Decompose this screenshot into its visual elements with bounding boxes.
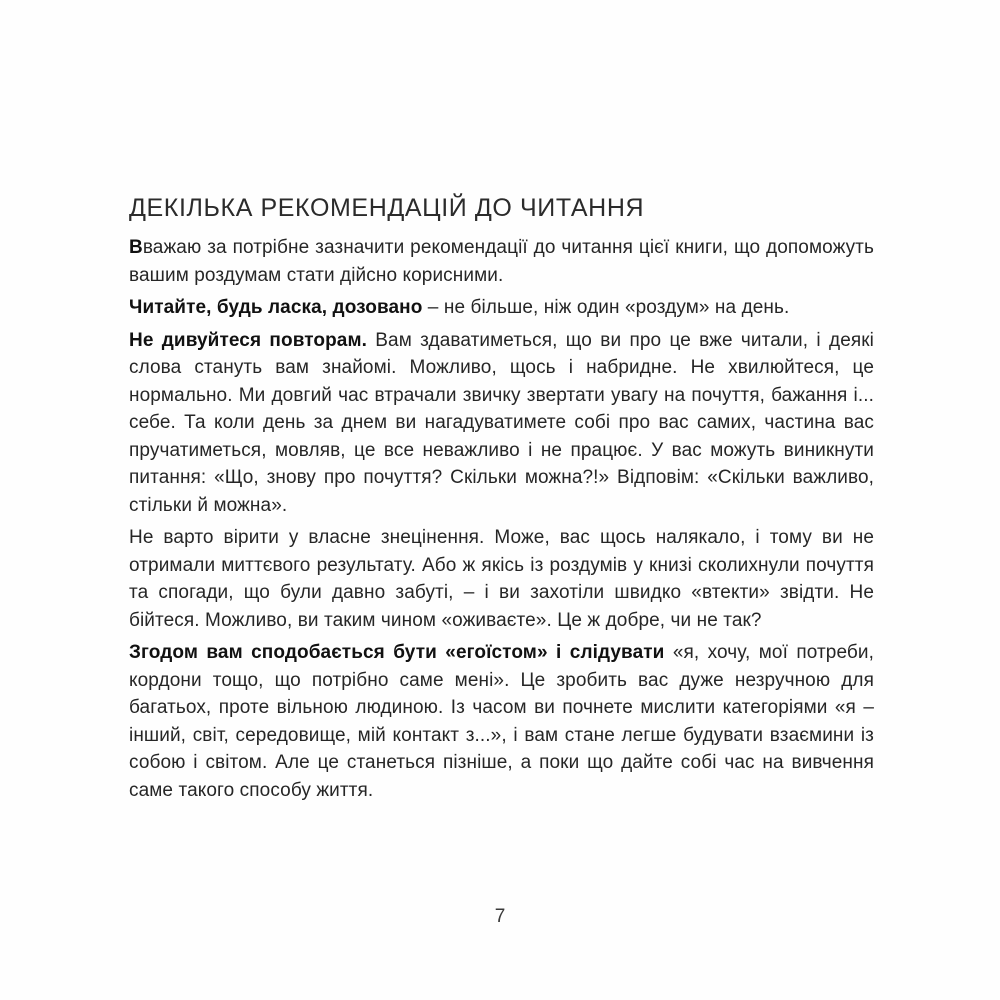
paragraph-text: Не варто вірити у власне знецінення. Може, вас щось налякало, і тому ви не отримали миттєвого результату. Або ж якісь із роздумів у книзі сколихнули почуття та спогади, що були давно забуті, – і ви захотіли швидко «втекти» звідти. Не бійтеся. Можливо, ви таким чином «оживаєте». Це ж добре, чи не так? (129, 527, 874, 631)
paragraph (129, 327, 874, 520)
paragraph-text: важаю за потрібне зазначити рекомендації до читання цієї книги, що допоможуть вашим роздумам стати дійсно корисними. (129, 237, 874, 286)
paragraph (129, 639, 874, 804)
paragraph (129, 524, 874, 634)
paragraph-text: Вам здаватиметься, що ви про це вже читали, і деякі слова стануть вам знайомі. Можливо, щось і набридне. Не хвилюйтеся, це нормально. Ми довгий час втрачали звичку звертати увагу на почуття, бажання і... себе. Та коли день за днем ви нагадуватимете собі про вас самих, частина вас пручатиметься, мовляв, це все неважливо і не працює. У вас можуть виникнути питання: «Що, знову про почуття? Скільки можна?!» Відповім: «Скільки важливо, стільки й можна». (129, 329, 874, 516)
paragraph-lead: В (129, 237, 143, 258)
page-title: ДЕКІЛЬКА РЕКОМЕНДАЦІЙ ДО ЧИТАННЯ (129, 194, 645, 222)
paragraph-lead: Згодом вам сподобається бути «егоїстом» і слідувати (129, 642, 665, 663)
paragraph-text: – не більше, ніж один «роздум» на день. (422, 297, 790, 318)
page-content (129, 194, 874, 809)
paragraph (129, 234, 874, 289)
paragraph-lead: Не дивуйтеся повторам. (129, 329, 367, 351)
paragraph (129, 294, 874, 322)
page-number: 7 (494, 906, 506, 927)
paragraph-text: «я, хочу, мої потреби, кордони тощо, що потрібно саме мені». Це зробить вас дуже незручною для багатьох, проте вільною людиною. Із часом ви почнете мислити категоріями «я – інший, світ, середовище, мій контакт з...», і вам стане легше будувати взаємини із собою і світом. Але це станеться пізніше, а поки що дайте собі час на вивчення саме такого способу життя. (129, 642, 874, 801)
paragraph-lead: Читайте, будь ласка, дозовано (129, 297, 423, 318)
body-text (129, 234, 874, 804)
